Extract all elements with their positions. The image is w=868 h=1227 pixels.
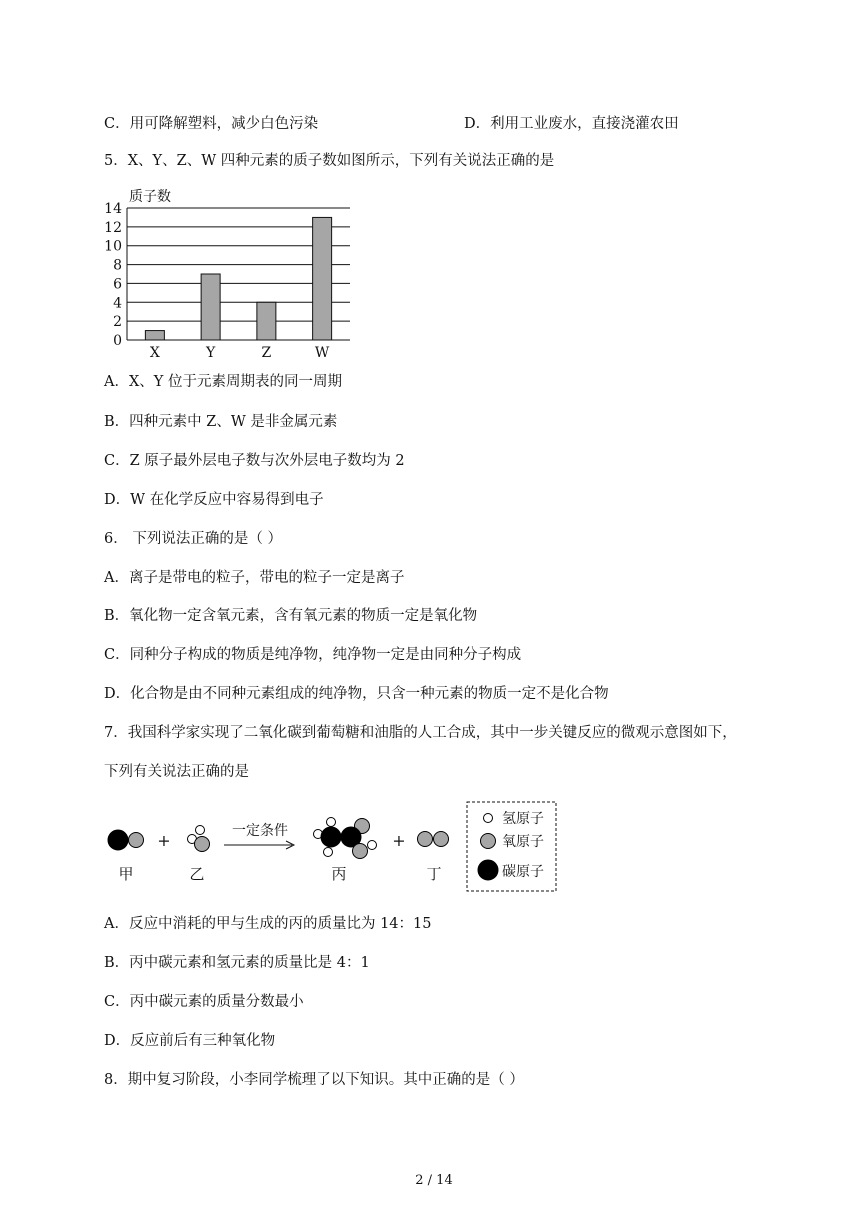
chart-ytick-label: 14 xyxy=(104,201,122,217)
molecule-jia xyxy=(108,830,144,850)
label-jia: 甲 xyxy=(118,865,134,883)
question-5-option-c: C．Z 原子最外层电子数与次外层电子数均为 2 xyxy=(104,453,405,469)
question-6-stem: 6． 下列说法正确的是（ ） xyxy=(104,531,282,547)
chart-xtick-label: X xyxy=(149,345,160,361)
question-5-option-a: A．X、Y 位于元素周期表的同一周期 xyxy=(104,374,342,390)
question-6-option-d: D．化合物是由不同种元素组成的纯净物，只含一种元素的物质一定不是化合物 xyxy=(104,686,609,702)
question-7-option-d: D．反应前后有三种氧化物 xyxy=(104,1033,276,1049)
chart-xtick-label: W xyxy=(314,345,330,361)
molecule-ding xyxy=(418,832,449,847)
question-6-option-c: C．同种分子构成的物质是纯净物，纯净物一定是由同种分子构成 xyxy=(104,647,522,663)
chart-ytick-label: 10 xyxy=(104,238,122,255)
question-5-option-b: B．四种元素中 Z、W 是非金属元素 xyxy=(104,414,338,430)
legend-hydrogen: 氢原子 xyxy=(502,811,544,827)
label-bing: 丙 xyxy=(331,865,347,883)
option-d-previous: D．利用工业废水，直接浇灌农田 xyxy=(464,116,679,132)
chart-ytick-label: 4 xyxy=(113,295,122,312)
question-7-stem-line1: 7．我国科学家实现了二氧化碳到葡萄糖和油脂的人工合成，其中一步关键反应的微观示意图如下， xyxy=(104,725,737,741)
page-number: 2 / 14 xyxy=(415,1173,453,1188)
chart-ytick-label: 8 xyxy=(113,257,122,274)
legend-oxygen: 氧原子 xyxy=(502,834,544,850)
carbon-atom-icon xyxy=(478,860,498,880)
question-7-option-b: B．丙中碳元素和氢元素的质量比是 4：1 xyxy=(104,955,370,971)
chart-xtick-label: Y xyxy=(206,345,216,361)
question-6-option-a: A．离子是带电的粒子，带电的粒子一定是离子 xyxy=(104,570,405,586)
question-8-stem: 8．期中复习阶段，小李同学梳理了以下知识。其中正确的是（ ） xyxy=(104,1072,524,1088)
label-yi: 乙 xyxy=(189,865,205,883)
legend-carbon: 碳原子 xyxy=(502,864,544,880)
chart-ytick-label: 0 xyxy=(113,333,122,349)
molecule-bing xyxy=(314,818,377,859)
plus-sign-2: + xyxy=(392,831,406,850)
oxygen-atom-icon xyxy=(481,834,496,849)
chart-ylabel: 质子数 xyxy=(129,189,171,205)
question-5-stem: 5．X、Y、Z、W 四种元素的质子数如图所示，下列有关说法正确的是 xyxy=(104,153,555,169)
chart-ytick-label: 6 xyxy=(113,276,122,293)
chart-xtick-label: Z xyxy=(261,345,272,361)
reaction-condition: 一定条件 xyxy=(232,823,288,839)
question-5-option-d: D．W 在化学反应中容易得到电子 xyxy=(104,492,324,508)
question-6-option-b: B．氧化物一定含氧元素，含有氧元素的物质一定是氧化物 xyxy=(104,608,478,624)
label-ding: 丁 xyxy=(426,865,442,883)
option-c-previous: C．用可降解塑料，减少白色污染 xyxy=(104,116,319,132)
chart-ytick-label: 2 xyxy=(113,314,122,331)
plus-sign-1: + xyxy=(157,831,171,850)
question-7-option-a: A．反应中消耗的甲与生成的丙的质量比为 14：15 xyxy=(104,916,432,932)
question-7-stem-line2: 下列有关说法正确的是 xyxy=(104,764,249,780)
hydrogen-atom-icon xyxy=(484,814,493,823)
question-7-option-c: C．丙中碳元素的质量分数最小 xyxy=(104,994,304,1010)
molecule-yi xyxy=(188,826,210,852)
chart-ytick-label: 12 xyxy=(104,219,122,236)
